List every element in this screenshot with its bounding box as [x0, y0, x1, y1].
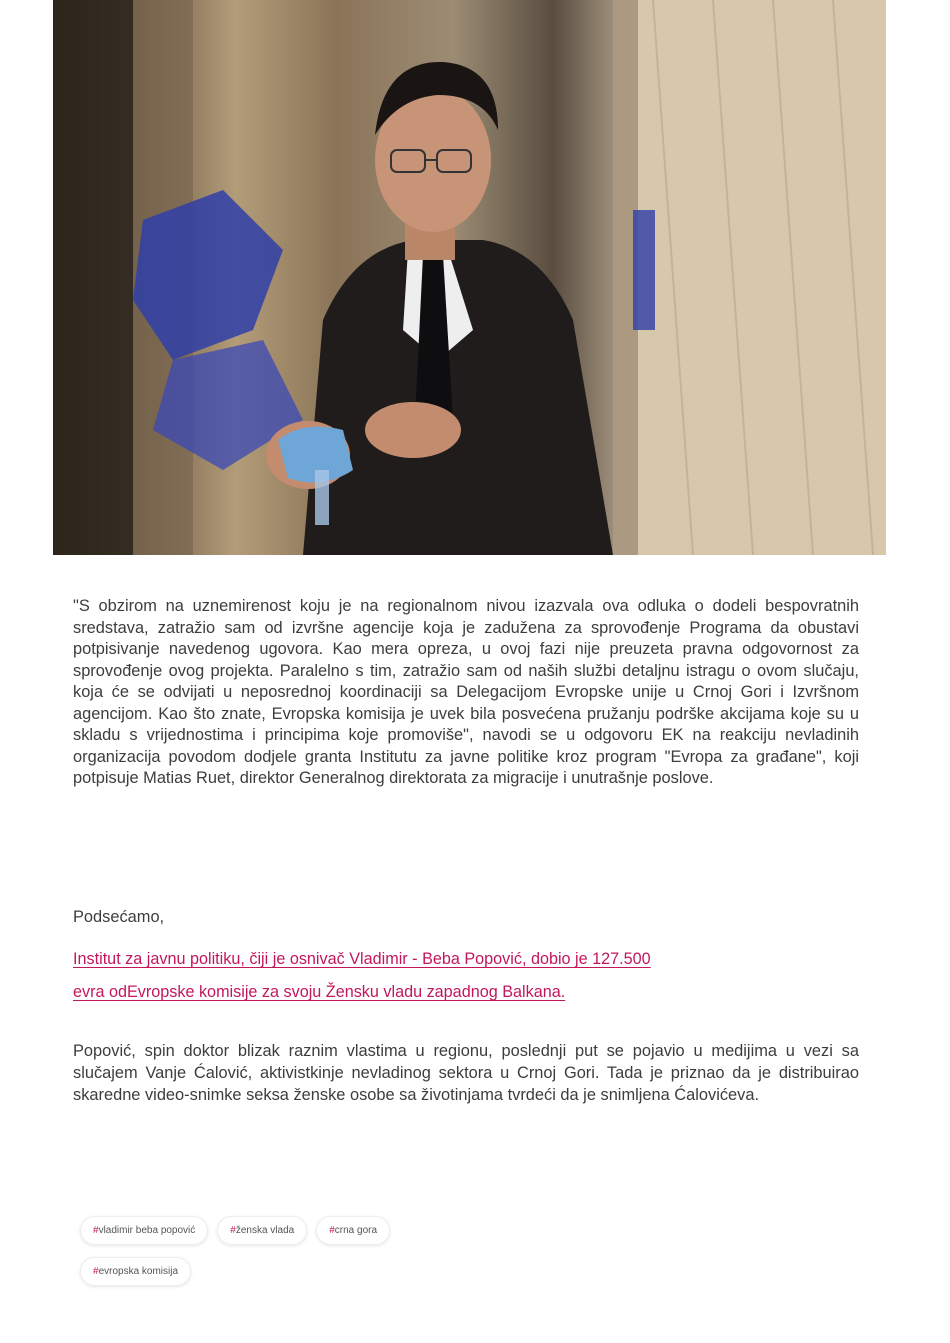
tag-vladimir-beba-popovic[interactable]: #vladimir beba popović [80, 1216, 208, 1245]
person-with-phone-photo [53, 0, 886, 555]
article-body [73, 596, 859, 790]
tag-list [80, 1216, 840, 1298]
reminder-text: Podsećamo, [73, 908, 165, 926]
related-link-line-2[interactable]: evra odEvropske komisije za svoju Žensku vladu zapadnog Balkana. [73, 983, 566, 1001]
article-paragraph-quote: "S obzirom na uznemirenost koju je na regionalnom nivou izazvala ova odluka o dodeli bespovratnih sredstava, zatražio sam od izvršne agencije koja je zadužena za sprovođenje Programa da obustavi potpisivanje navedenog ugovora. Kao mera opreza, u ovoj fazi nije preuzeta pravna odgovornost za sprovođenje ovog projekta. Paralelno s tim, zatražio sam od naših službi detaljnu istragu o ovom slučaju, koja će se odvijati u neposrednoj koordinaciji sa Delegacijom Evropske unije u Crnoj Gori i Izvršnom agencijom. Kao što znate, Evropska komisija je uvek bila posvećena pružanju podrške akcijama koje su u skladu s vrijednostima i principima koje promoviše", navodi se u odgovoru EK na reakciju nevladinih organizacija povodom dodjele granta Institutu za javne politike kroz program "Evropa za građane", koji potpisuje Matias Ruet, direktor Generalnog direktorata za migracije i unutrašnje poslove. [73, 597, 859, 787]
related-article-link[interactable] [73, 943, 833, 1009]
article-photo [53, 0, 886, 555]
related-link-line-1[interactable]: Institut za javnu politiku, čiji je osnivač Vladimir - Beba Popović, dobio je 127.500 [73, 950, 651, 968]
tag-zenska-vlada[interactable]: #ženska vlada [217, 1216, 307, 1245]
article-paragraph-popovic: Popović, spin doktor blizak raznim vlastima u regionu, poslednji put se pojavio u medijima u vezi sa slučajem Vanje Ćalović, aktivistkinje nevladinog sektora u Crnoj Gori. Tada je priznao da je distribuirao skaredne video-snimke seksa ženske osobe sa životinjama tvrdeći da je snimljena Ćalovićeva. [73, 1042, 859, 1104]
tag-crna-gora[interactable]: #crna gora [316, 1216, 390, 1245]
tag-evropska-komisija[interactable]: #evropska komisija [80, 1257, 191, 1286]
